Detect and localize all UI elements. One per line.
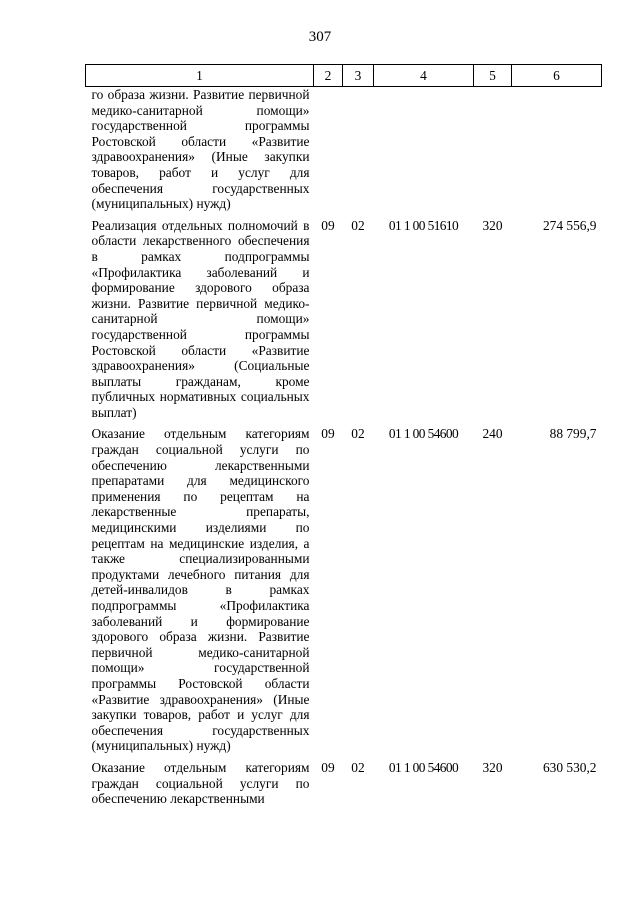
row-amount — [512, 87, 602, 218]
table-row — [86, 87, 602, 218]
row-section — [314, 87, 343, 218]
row-expense-type: 320 — [482, 759, 503, 775]
table-header-row — [86, 65, 602, 87]
row-expense-type: 240 — [482, 426, 503, 442]
budget-table — [85, 64, 602, 813]
row-subsection: 02 — [351, 217, 365, 233]
row-section: 09 — [321, 217, 335, 233]
header-col-6: 6 — [512, 65, 602, 87]
row-subsection — [343, 87, 374, 218]
row-amount: 630 530,2 — [542, 759, 597, 775]
row-expense-type — [474, 87, 512, 218]
row-amount: 274 556,9 — [542, 217, 597, 233]
header-col-1: 1 — [86, 65, 314, 87]
row-target-article — [374, 87, 474, 218]
header-col-4: 4 — [374, 65, 474, 87]
row-description: го образа жизни. Развитие первичной медико-санитарной помощи» государственной программы Ростовской области «Развитие здравоохранения» (Иные закупки товаров, работ и услуг для обеспечения государственных (муниципальных) нужд) — [91, 87, 310, 212]
table-row — [86, 218, 602, 427]
table-row — [86, 426, 602, 759]
header-col-3: 3 — [343, 65, 374, 87]
row-subsection: 02 — [351, 426, 365, 442]
row-amount: 88 799,7 — [549, 426, 597, 442]
row-target-article: 01 1 00 54600 — [388, 759, 459, 775]
page-number: 307 — [308, 29, 332, 45]
row-expense-type: 320 — [482, 217, 503, 233]
row-description: Оказание отдельным категориям граждан социальной услуги по обеспечению лекарственными препаратами для медицинского применения по рецептам на лекарственные препараты, медицинскими изделиями по рецептам на медицинские изделия, а также специализированными продуктами лечебного питания для детей-инвалидов в рамках подпрограммы «Профилактика заболеваний и формирование здорового образа жизни. Развитие первичной медико-санитарной помощи» государственной программы Ростовской области «Развитие здравоохранения» (Иные закупки товаров, работ и услуг для обеспечения государственных (муниципальных) нужд) — [91, 426, 310, 754]
row-section: 09 — [321, 426, 335, 442]
row-target-article: 01 1 00 54600 — [388, 426, 459, 442]
table-row — [86, 760, 602, 813]
row-section: 09 — [321, 759, 335, 775]
row-description: Реализация отдельных полномочий в области лекарственного обеспечения в рамках подпрограммы «Профилактика заболеваний и формирование здорового образа жизни. Развитие первичной медико-санитарной помощи» государственной программы Ростовской области «Развитие здравоохранения» (Социальные выплаты гражданам, кроме публичных нормативных социальных выплат) — [91, 217, 310, 420]
header-col-2: 2 — [314, 65, 343, 87]
header-col-5: 5 — [474, 65, 512, 87]
row-description: Оказание отдельным категориям граждан социальной услуги по обеспечению лекарственными — [91, 759, 310, 807]
row-target-article: 01 1 00 51610 — [388, 217, 459, 233]
row-subsection: 02 — [351, 759, 365, 775]
